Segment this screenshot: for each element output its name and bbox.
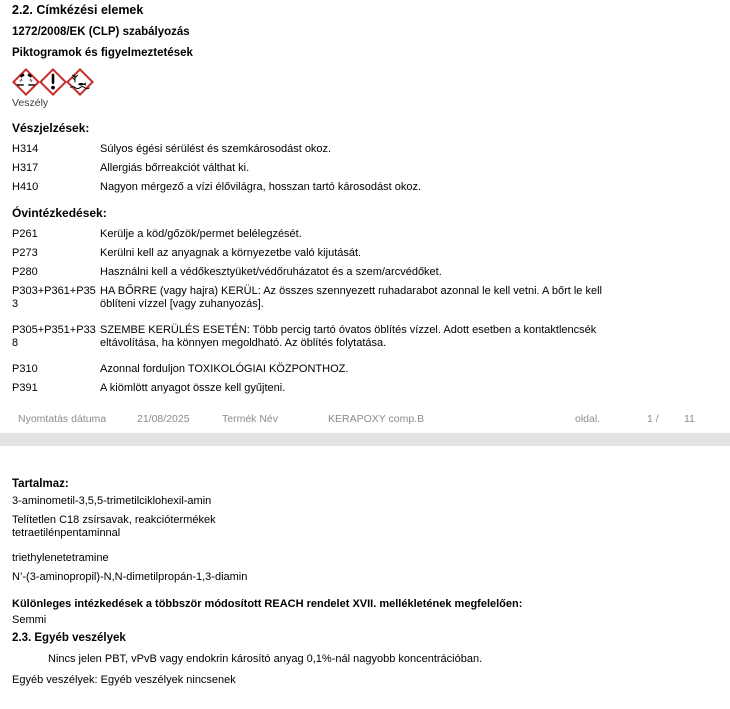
statement-row <box>12 228 716 241</box>
statement-row <box>12 285 716 311</box>
statement-row <box>12 266 716 279</box>
signal-word: Veszély <box>12 97 49 109</box>
contains-heading: Tartalmaz: <box>12 478 69 490</box>
statement-text: SZEMBE KERÜLÉS ESETÉN: Több percig tartó óvatos öblítés vízzel. Adott esetben a kontaktlencsék eltávolítása, ha könnyen megoldható. Az öblítés folytatása. <box>100 324 597 349</box>
statement-text: Allergiás bőrreakciót válthat ki. <box>100 162 250 174</box>
print-date-value: 21/08/2025 <box>137 413 190 425</box>
hazard-statements-heading: Vészjelzések: <box>12 121 90 135</box>
statement-text: Azonnal forduljon TOXIKOLÓGIAI KÖZPONTHOZ. <box>100 363 349 375</box>
print-date-label: Nyomtatás dátuma <box>18 413 107 425</box>
statement-text: Használni kell a védőkesztyüket/védőruházatot és a szem/arcvédőket. <box>100 266 442 278</box>
statement-code: P273 <box>12 247 38 259</box>
statement-row <box>12 324 716 350</box>
statement-code: H410 <box>12 181 39 193</box>
section-2-3-title: 2.3. Egyéb veszélyek <box>12 632 126 644</box>
statement-row <box>12 181 716 194</box>
statement-text: Nagyon mérgező a vízi élővilágra, hosszan tartó károsodást okoz. <box>100 181 421 193</box>
statement-code: H317 <box>12 162 39 174</box>
statement-code: P280 <box>12 266 38 278</box>
substance-name: 3-aminometil-3,5,5-trimetilciklohexil-amin <box>12 495 212 507</box>
statement-text: A kiömlött anyagot össze kell gyűjteni. <box>100 382 286 394</box>
precautionary-statements-heading: Óvintézkedések: <box>12 206 107 220</box>
pbt-vpvb-statement: Nincs jelen PBT, vPvB vagy endokrin károsító anyag 0,1%-nál nagyobb koncentrációban. <box>48 653 483 665</box>
page-footer <box>12 413 716 428</box>
reach-annex-heading: Különleges intézkedések a többször módosított REACH rendelet XVII. mellékletének megfelelően: <box>12 598 523 610</box>
statement-text: Kerülje a köd/gőzök/permet belélegzését. <box>100 228 302 240</box>
statement-row <box>12 143 716 156</box>
statement-code: H314 <box>12 143 39 155</box>
statement-code: P305+P351+P338 <box>12 324 96 349</box>
reach-annex-value: Semmi <box>12 614 47 626</box>
statement-row <box>12 363 716 376</box>
statement-text: HA BŐRRE (vagy hajra) KERÜL: Az összes szennyezett ruhadarabot azonnal le kell vetni. A bőrt le kell öblíteni vízzel [vagy zuhanyozás]. <box>100 285 602 310</box>
page-total: 11 <box>684 413 695 425</box>
page-label: oldal. <box>575 413 601 425</box>
statement-text: Súlyos égési sérülést és szemkárosodást okoz. <box>100 143 332 155</box>
pictograms-heading: Piktogramok és figyelmeztetések <box>12 47 193 59</box>
section-2-2-title: 2.2. Címkézési elemek <box>12 3 144 17</box>
other-hazards-statement: Egyéb veszélyek: Egyéb veszélyek nincsenek <box>12 674 236 686</box>
substance-name: Telítetlen C18 zsírsavak, reakciótermékek tetraetilénpentaminnal <box>12 514 216 539</box>
substance-name: triethylenetetramine <box>12 552 109 564</box>
product-name-value: KERAPOXY comp.B <box>328 413 425 425</box>
ghs-pictogram-row <box>12 68 716 96</box>
statement-row <box>12 247 716 260</box>
page-current: 1 / <box>647 413 659 425</box>
hazard-statements-list <box>12 143 716 194</box>
statement-code: P310 <box>12 363 38 375</box>
clp-regulation-heading: 1272/2008/EK (CLP) szabályozás <box>12 26 190 38</box>
substance-list <box>12 495 716 584</box>
statement-row <box>12 382 716 395</box>
statement-row <box>12 162 716 175</box>
statement-code: P391 <box>12 382 38 394</box>
statement-code: P261 <box>12 228 38 240</box>
ghs05-corrosion-icon <box>12 68 40 96</box>
ghs07-exclamation-icon <box>39 68 67 96</box>
statement-text: Kerülni kell az anyagnak a környezetbe való kijutását. <box>100 247 362 259</box>
sds-page-2 <box>0 446 730 709</box>
statement-code: P303+P361+P353 <box>12 285 96 310</box>
substance-name: N’-(3-aminopropil)-N,N-dimetilpropán-1,3-diamin <box>12 571 248 583</box>
ghs09-environment-icon <box>66 68 94 96</box>
page-break-divider <box>0 433 730 446</box>
precautionary-statements-list <box>12 228 716 395</box>
product-name-label: Termék Név <box>222 413 279 425</box>
